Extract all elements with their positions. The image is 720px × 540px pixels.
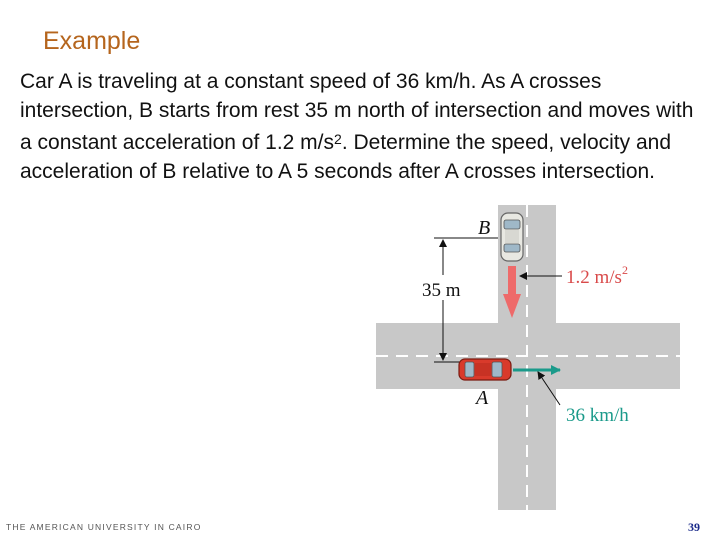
problem-superscript: 2 — [334, 131, 342, 147]
problem-text-part1: Car A is traveling at a constant speed of 36 km/h. As A crosses intersection, B starts from rest 35 m north of intersection and moves with a constant acceleration of 1.2 m/s — [20, 70, 694, 154]
car-b — [501, 213, 523, 261]
acceleration-value: 1.2 m/s — [566, 267, 622, 288]
slide-title: Example — [43, 27, 141, 55]
acceleration-exponent: 2 — [621, 263, 628, 277]
acceleration-label — [566, 263, 628, 288]
footer-logo — [2, 517, 200, 537]
intersection-diagram — [370, 200, 690, 510]
page-number: 39 — [688, 520, 700, 534]
distance-label: 35 m — [422, 280, 461, 301]
car-a-label: A — [476, 387, 489, 409]
speed-label: 36 km/h — [566, 405, 629, 426]
problem-statement — [20, 67, 700, 186]
car-a — [459, 359, 511, 380]
problem-text-part2: . Determine the speed, velocity and acceleration of B relative to A 5 seconds after A crosses intersection. — [20, 131, 671, 183]
car-b-label: B — [478, 217, 491, 239]
footer-institution: THE AMERICAN UNIVERSITY IN CAIRO — [6, 522, 202, 532]
